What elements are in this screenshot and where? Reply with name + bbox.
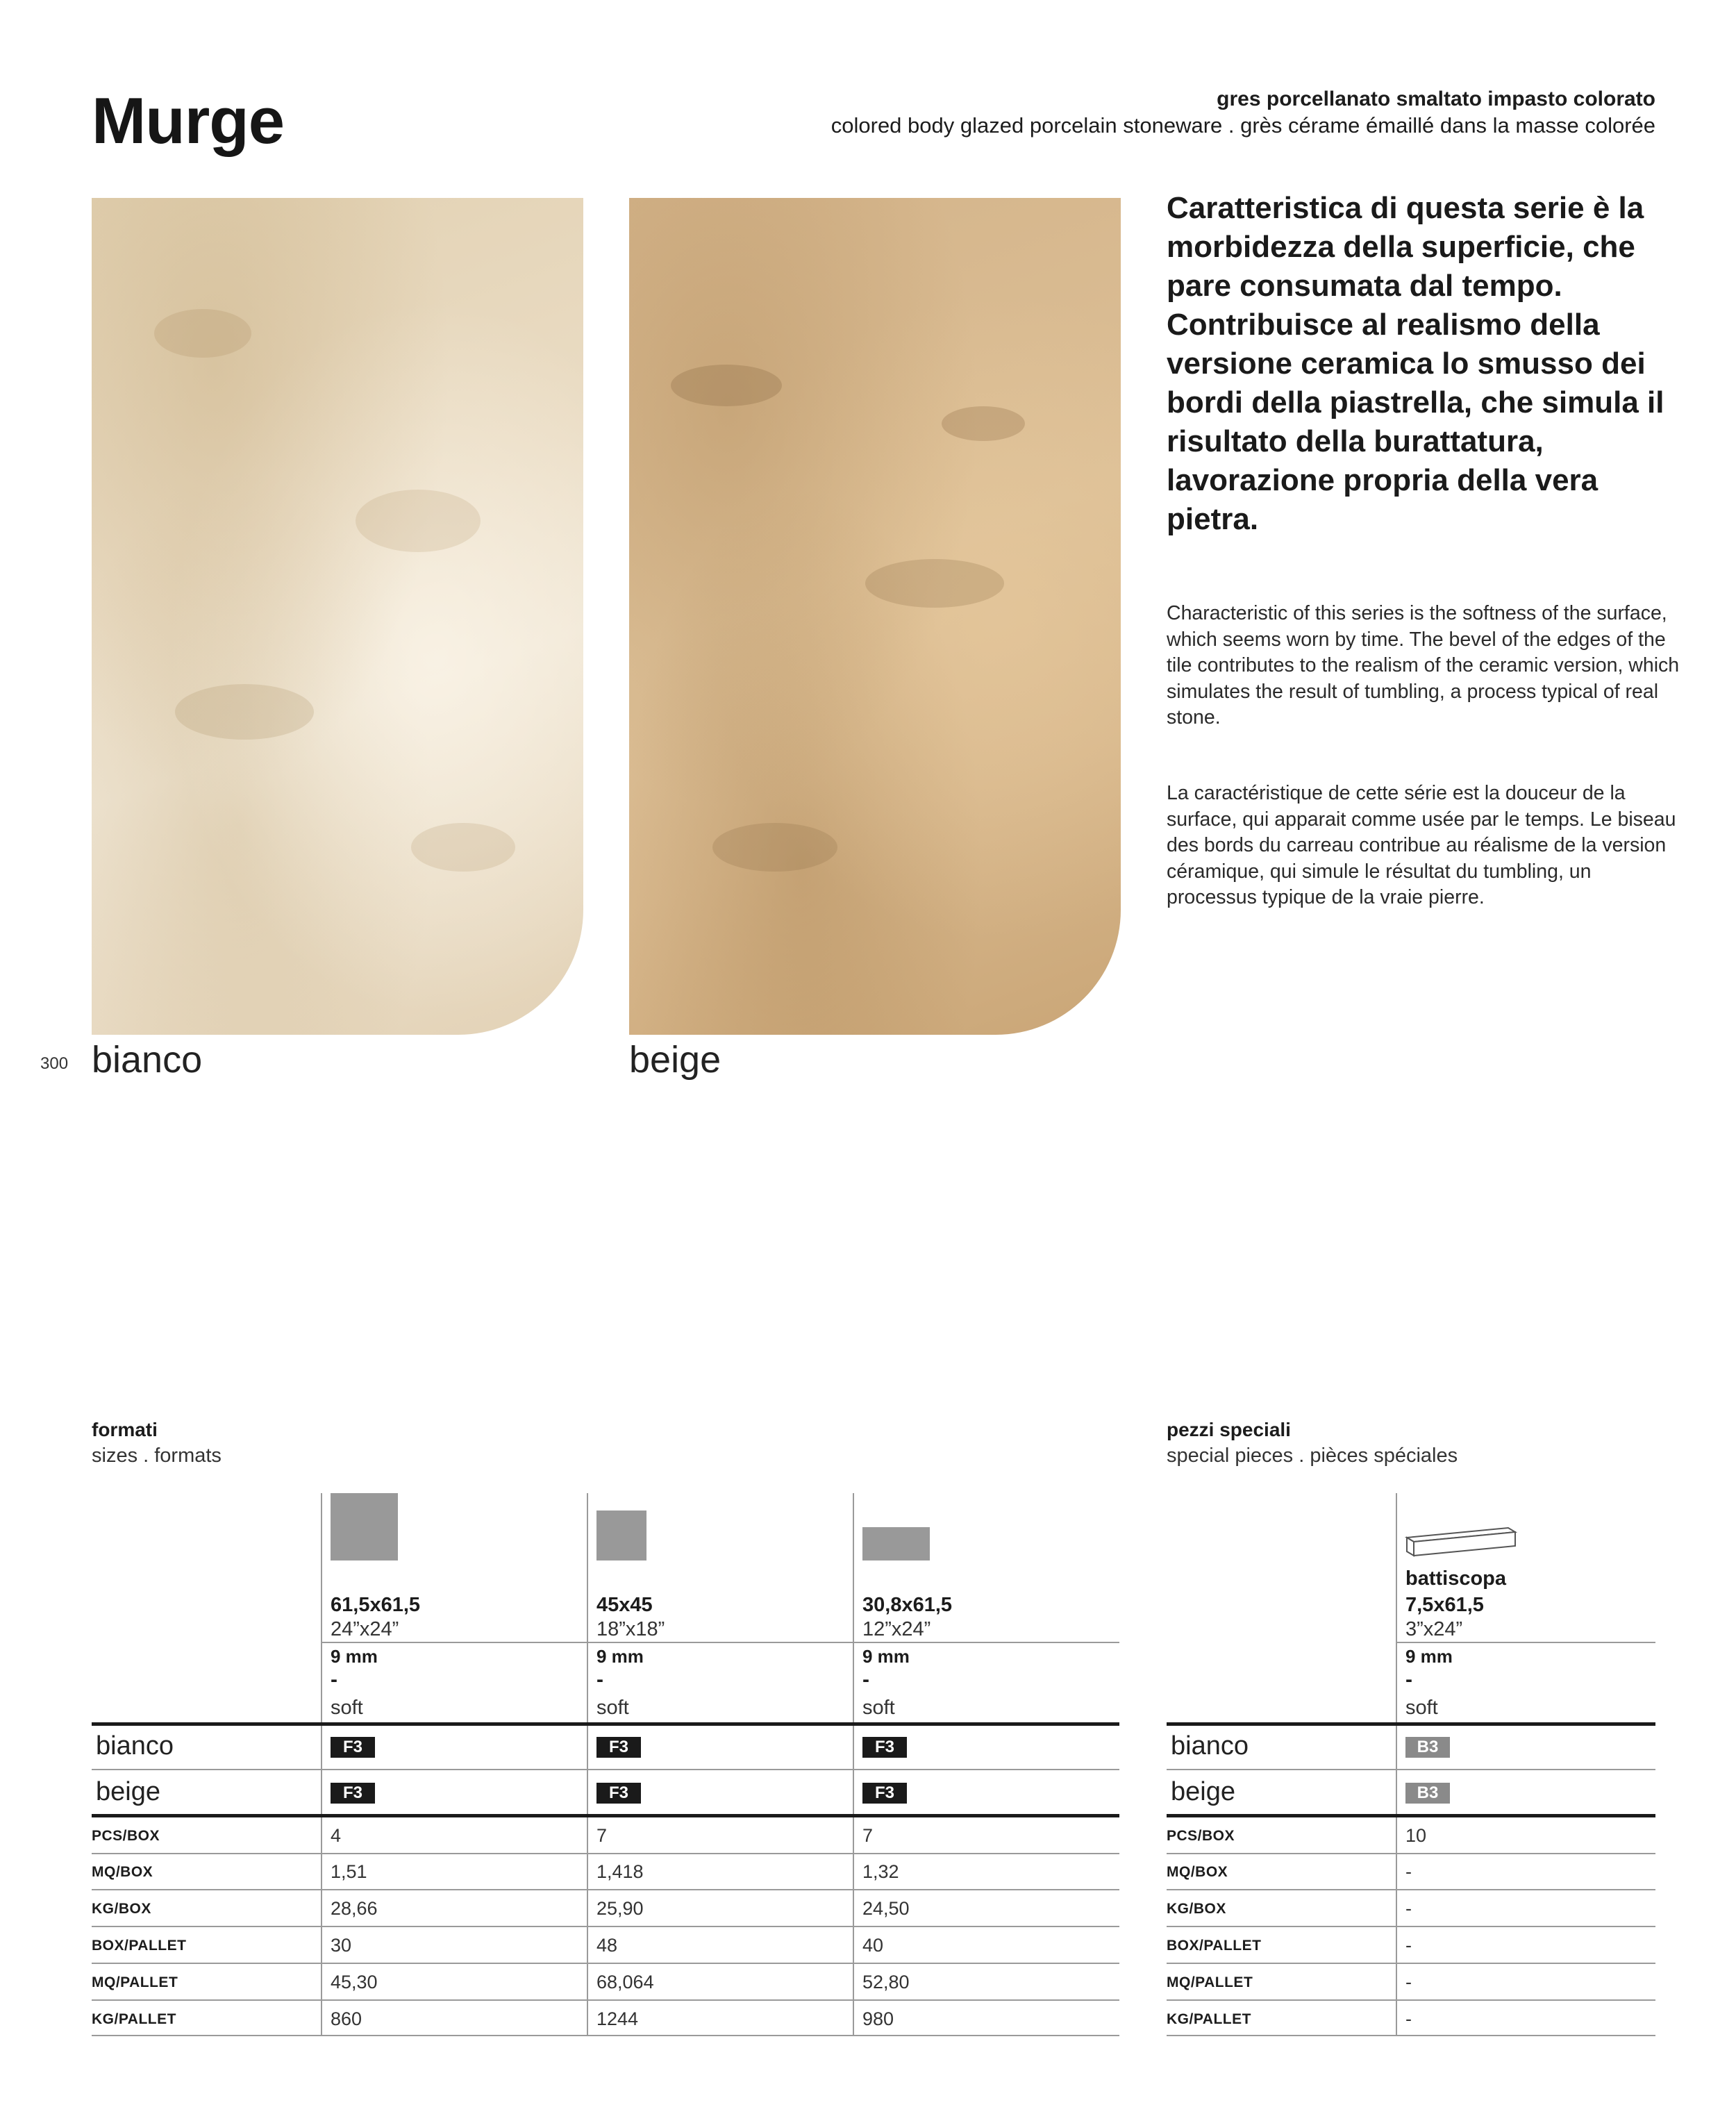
row-value: - bbox=[1405, 2008, 1412, 2029]
tile-image-beige bbox=[629, 198, 1121, 1035]
code-badge: F3 bbox=[862, 1783, 907, 1804]
table-rule bbox=[1167, 1814, 1655, 1817]
row-value: 40 bbox=[862, 1935, 884, 1956]
row-value: 1,418 bbox=[596, 1861, 644, 1882]
row-value: - bbox=[1405, 1861, 1412, 1882]
material-description-it: gres porcellanato smaltato impasto colorato bbox=[1217, 88, 1655, 110]
row-divider bbox=[92, 1769, 1119, 1770]
format-swatch-30x61 bbox=[862, 1527, 930, 1560]
row-value: 1244 bbox=[596, 2008, 639, 2029]
formats-subtitle: sizes . formats bbox=[92, 1445, 222, 1467]
special-pieces-title: pezzi speciali bbox=[1167, 1419, 1291, 1440]
code-badge: B3 bbox=[1405, 1737, 1450, 1758]
code-badge: F3 bbox=[862, 1737, 907, 1758]
row-divider bbox=[1167, 1963, 1655, 1964]
intro-text-en: Characteristic of this series is the softness of the surface, which seems worn by time. The bevel of the edges of the tile contributes to the realism of the ceramic version, which simulates the result of tumbling, a process typical of real stone. bbox=[1167, 602, 1680, 729]
material-description-en-fr: colored body glazed porcelain stoneware . grès cérame émaillé dans la masse colorée bbox=[831, 113, 1655, 138]
row-divider bbox=[92, 1926, 1119, 1927]
special-piece-dash: - bbox=[1405, 1668, 1412, 1691]
row-label: KG/BOX bbox=[1167, 1901, 1226, 1917]
row-value: 860 bbox=[331, 2008, 362, 2029]
row-value: 7 bbox=[596, 1825, 608, 1846]
format-finish: soft bbox=[331, 1697, 363, 1719]
color-name-beige: beige bbox=[96, 1777, 160, 1806]
column-divider bbox=[321, 1493, 322, 2035]
format-size: 61,5x61,5 bbox=[331, 1594, 421, 1616]
row-label: KG/BOX bbox=[92, 1901, 151, 1917]
row-value: 25,90 bbox=[596, 1898, 644, 1919]
code-badge: F3 bbox=[331, 1737, 375, 1758]
color-name-bianco: bianco bbox=[1171, 1731, 1249, 1761]
special-piece-inches: 3”x24” bbox=[1405, 1618, 1463, 1640]
format-size-inches: 12”x24” bbox=[862, 1618, 931, 1640]
format-size-inches: 18”x18” bbox=[596, 1618, 665, 1640]
format-size: 30,8x61,5 bbox=[862, 1594, 953, 1616]
intro-text-fr: La caractéristique de cette série est la douceur de la surface, qui apparait comme usée par le temps. Le biseau des bords du carreau contribue au réalisme de la version céramique, qui simule le résultat du tumbling, un processus typique de la vraie pierre. bbox=[1167, 782, 1676, 908]
row-label: BOX/PALLET bbox=[1167, 1938, 1262, 1954]
table-rule bbox=[92, 1814, 1119, 1817]
row-value: - bbox=[1405, 1972, 1412, 1992]
row-value: 68,064 bbox=[596, 1972, 654, 1992]
row-divider bbox=[92, 2035, 1119, 2036]
row-divider bbox=[1167, 1926, 1655, 1927]
row-value: 980 bbox=[862, 2008, 894, 2029]
row-divider bbox=[92, 1999, 1119, 2001]
row-label: MQ/PALLET bbox=[1167, 1974, 1253, 1990]
special-piece-thickness: 9 mm bbox=[1405, 1646, 1453, 1667]
code-badge: F3 bbox=[596, 1737, 641, 1758]
row-value: 52,80 bbox=[862, 1972, 910, 1992]
row-label: BOX/PALLET bbox=[92, 1938, 187, 1954]
row-label: PCS/BOX bbox=[92, 1828, 160, 1844]
format-size: 45x45 bbox=[596, 1594, 653, 1616]
row-value: 24,50 bbox=[862, 1898, 910, 1919]
code-badge: F3 bbox=[596, 1783, 641, 1804]
row-divider bbox=[1167, 1999, 1655, 2001]
row-label: KG/PALLET bbox=[1167, 2011, 1251, 2027]
format-dash: - bbox=[862, 1668, 869, 1691]
format-thickness: 9 mm bbox=[596, 1646, 644, 1667]
row-value: 4 bbox=[331, 1825, 342, 1846]
format-swatch-61x61 bbox=[331, 1493, 398, 1560]
row-divider bbox=[1167, 2035, 1655, 2036]
column-divider bbox=[853, 1493, 854, 2035]
row-value: 10 bbox=[1405, 1825, 1427, 1846]
code-badge: B3 bbox=[1405, 1783, 1450, 1804]
row-label: MQ/BOX bbox=[1167, 1864, 1228, 1880]
row-value: 28,66 bbox=[331, 1898, 378, 1919]
intro-text-it: Caratteristica di questa serie è la morbidezza della superficie, che pare consumata dal tempo. Contribuisce al realismo della versione ceramica lo smusso dei bordi della piastrella, che simula il risultato della burattatura, lavorazione propria della vera pietra. bbox=[1167, 191, 1664, 536]
format-finish: soft bbox=[862, 1697, 895, 1719]
row-value: 45,30 bbox=[331, 1972, 378, 1992]
special-piece-finish: soft bbox=[1405, 1697, 1438, 1719]
row-value: - bbox=[1405, 1898, 1412, 1919]
row-value: 1,32 bbox=[862, 1861, 899, 1882]
column-divider bbox=[587, 1493, 588, 2035]
row-divider bbox=[92, 1963, 1119, 1964]
row-divider bbox=[1167, 1853, 1655, 1854]
page-number: 300 bbox=[40, 1054, 69, 1073]
tile-label-bianco: bianco bbox=[92, 1039, 203, 1081]
row-divider bbox=[1167, 1769, 1655, 1770]
header-divider bbox=[321, 1642, 1119, 1643]
table-rule bbox=[92, 1722, 1119, 1726]
row-divider bbox=[92, 1889, 1119, 1890]
row-label: KG/PALLET bbox=[92, 2011, 176, 2027]
format-swatch-45x45 bbox=[596, 1510, 646, 1560]
formats-title: formati bbox=[92, 1419, 158, 1440]
row-divider bbox=[92, 1853, 1119, 1854]
header-divider bbox=[1396, 1642, 1655, 1643]
row-value: 1,51 bbox=[331, 1861, 367, 1882]
table-rule bbox=[1167, 1722, 1655, 1726]
row-label: MQ/BOX bbox=[92, 1864, 153, 1880]
color-name-bianco: bianco bbox=[96, 1731, 174, 1761]
format-dash: - bbox=[331, 1668, 337, 1691]
row-value: - bbox=[1405, 1935, 1412, 1956]
format-thickness: 9 mm bbox=[862, 1646, 910, 1667]
row-label: PCS/BOX bbox=[1167, 1828, 1235, 1844]
special-pieces-subtitle: special pieces . pièces spéciales bbox=[1167, 1445, 1458, 1467]
row-value: 30 bbox=[331, 1935, 352, 1956]
row-divider bbox=[1167, 1889, 1655, 1890]
format-size-inches: 24”x24” bbox=[331, 1618, 399, 1640]
skirting-piece-icon bbox=[1404, 1525, 1518, 1558]
tile-image-bianco bbox=[92, 198, 583, 1035]
tile-label-beige: beige bbox=[629, 1039, 721, 1081]
row-label: MQ/PALLET bbox=[92, 1974, 178, 1990]
format-dash: - bbox=[596, 1668, 603, 1691]
color-name-beige: beige bbox=[1171, 1777, 1235, 1806]
column-divider bbox=[1396, 1493, 1397, 2035]
code-badge: F3 bbox=[331, 1783, 375, 1804]
row-value: 48 bbox=[596, 1935, 618, 1956]
row-value: 7 bbox=[862, 1825, 874, 1846]
special-piece-name: battiscopa bbox=[1405, 1567, 1507, 1590]
series-title: Murge bbox=[92, 84, 284, 157]
format-thickness: 9 mm bbox=[331, 1646, 378, 1667]
format-finish: soft bbox=[596, 1697, 629, 1719]
special-piece-size: 7,5x61,5 bbox=[1405, 1594, 1484, 1616]
